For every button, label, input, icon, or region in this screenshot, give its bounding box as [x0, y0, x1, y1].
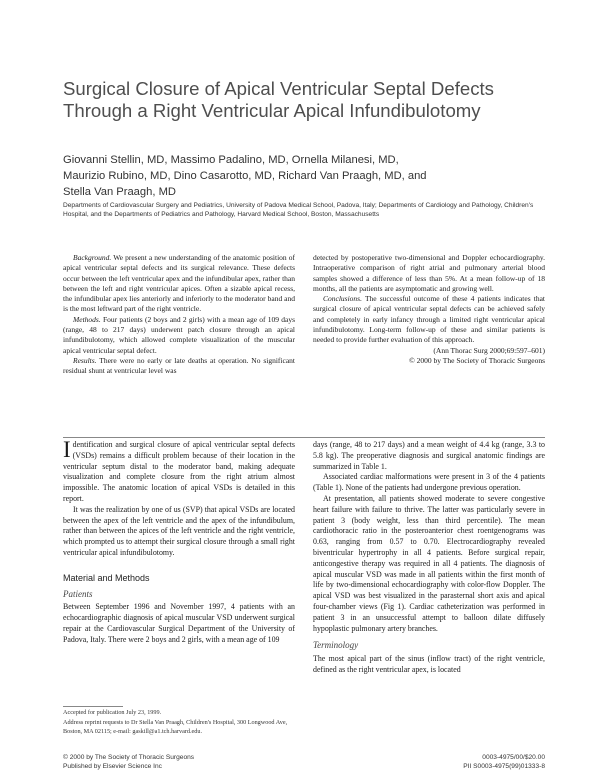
footnote-divider — [63, 706, 123, 707]
abstract-conclusions — [313, 294, 545, 345]
body-left-column — [63, 437, 295, 646]
author-list — [63, 152, 533, 200]
intro-paragraph-2: It was the realization by one of us (SVP) that apical VSDs are located between the apex of the left ventricle and the apex of the infundibulum, rather than between the apices of the left ventricle and the right ventricle, which prompted us to attempt their surgical closure through a small right ventricular apical infundibulotomy. — [63, 504, 295, 557]
subsection-heading-terminology: Terminology — [313, 640, 359, 651]
abstract-divider — [63, 437, 545, 438]
subsection-heading-patients: Patients — [63, 588, 93, 599]
drop-cap: I — [63, 437, 71, 462]
author-line: Giovanni Stellin, MD, Massimo Padalino, MD, Ornella Milanesi, MD, — [63, 154, 399, 166]
abstract-label: Methods. — [73, 314, 101, 324]
journal-citation: (Ann Thorac Surg 2000;69:597–601) — [433, 345, 545, 355]
presentation-paragraph: At presentation, all patients showed moderate to severe congestive heart failure with failure to thrive. The latter was particularly severe in patient 3 (body weight, less than third percentile). The mean cardiothoracic ratio in the posteroanterior chest roentgenograms was 0.63, ranging from 0.57 to 0.70. Electrocardiography revealed biventricular hypertrophy in all 4 patients. Before surgical repair, anticongestive therapy was required in all 4 patients. The diagnosis of apical muscular VSD was made in all patients within the first month of life by two-dimensional echocardiography with color-flow Doppler. The apical VSD was best visualized in the parasternal short axis and apical four-chamber views (Fig 1). Cardiac catheterization was performed in patient 3 in an unsuccessful attempt to balloon dilate diffusely hypoplastic pulmonary artery branches. — [313, 493, 545, 633]
footnote — [63, 709, 295, 738]
page-footer-left — [63, 754, 295, 771]
footer-publisher: Published by Elsevier Science Inc — [63, 762, 162, 770]
paragraph-text: dentification and surgical closure of apical ventricular septal defects (VSDs) remains a difficult problem because of their location in the ventricular septum distal to the moderator band, making adequate visualization and complete closure from the right atrium almost impossible. The anatomic location of apical VSDs is detailed in this report. — [63, 440, 295, 503]
abstract-text: The successful outcome of these 4 patients indicates that surgical closure of apical ventricular septal defects can be achieved safely and completely in early infancy through a limited right ventricular apical infundibulotomy. Long-term follow-up of these and similar patients is needed to provide further evaluation of this approach. — [313, 294, 545, 345]
abstract-results-continued: detected by postoperative two-dimensional and Doppler echocardiography. Intraoperative comparison of right atrial and pulmonary arterial blood samples showed a difference of less than 5%. At a mean follow-up of 18 months, all the patients are asymptomatic and growing well. — [313, 253, 545, 293]
reprint-address: Address reprint requests to Dr Stella Van Praagh, Children's Hospital, 300 Longwood Ave, Boston, MA 02115; e-mail: gaskill@a1.tch.harvard.edu. — [63, 719, 288, 735]
associated-malformations-paragraph: Associated cardiac malformations were present in 3 of the 4 patients (Table 1). None of the patients had undergone previous operation. — [313, 472, 545, 493]
abstract-label: Conclusions. — [323, 294, 362, 304]
footer-pii: PII S0003-4975(99)01333-8 — [463, 762, 545, 770]
abstract-text: We present a new understanding of the anatomic position of apical ventricular septal defects and its surgical relevance. These defects occur between the left ventricular apex and the infundibular apex, rather than between the left and right ventricular apices. Often a sizable apical recess, the infundibular apex lies anteriorly and inferiorly to the moderator band and is the most leftward part of the right ventricle. — [63, 253, 295, 314]
abstract-label: Background. — [73, 253, 112, 262]
terminology-paragraph: The most apical part of the sinus (inflow tract) of the right ventricle, defined as the right ventricular apex, is located — [313, 654, 545, 674]
abstract-results — [63, 356, 295, 377]
page-footer-right — [313, 754, 545, 771]
footer-copyright: © 2000 by The Society of Thoracic Surgeons — [63, 754, 195, 761]
abstract-background — [63, 253, 295, 315]
abstract-text: There were no early or late deaths at operation. No significant residual shunt at ventricular level was — [63, 355, 295, 376]
section-heading-methods: Material and Methods — [63, 572, 150, 583]
article-title: Surgical Closure of Apical Ventricular Septal Defects Through a Right Ventricular Apical Infundibulotomy — [63, 78, 494, 121]
body-right-column — [313, 440, 545, 676]
abstract-text: Four patients (2 boys and 2 girls) with a mean age of 109 days (range, 48 to 217 days) underwent patch closure through an apical infundibulotomy, which allowed complete visualization of the muscular apical ventricular septal defect. — [63, 314, 295, 355]
intro-paragraph — [63, 437, 295, 505]
patients-paragraph: Between September 1996 and November 1997, 4 patients with an echocardiographic diagnosis of apical muscular VSD underwent surgical repair at the Cardiovascular Surgical Department of the University of Padova, Italy. There were 2 boys and 2 girls, with a mean age of 109 — [63, 602, 295, 644]
copyright-line: © 2000 by The Society of Thoracic Surgeons — [409, 355, 545, 365]
accepted-date: Accepted for publication July 23, 1999. — [63, 709, 162, 716]
author-line: Maurizio Rubino, MD, Dino Casarotto, MD, Richard Van Praagh, MD, and — [63, 170, 427, 182]
footer-issn: 0003-4975/00/$20.00 — [482, 754, 545, 761]
abstract-label: Results. — [73, 355, 97, 365]
patients-paragraph-continued: days (range, 48 to 217 days) and a mean weight of 4.4 kg (range, 3.3 to 5.8 kg). The preoperative diagnosis and surgical anatomic findings are summarized in Table 1. — [313, 440, 545, 471]
abstract-right-column — [313, 253, 545, 366]
affiliations: Departments of Cardiovascular Surgery and Pediatrics, University of Padova Medical School, Padova, Italy; Departments of Cardiology and Pathology, Children's Hospital, and the Departments of Pediatrics and Pathology, Harvard Medical School, Boston, Massachusetts — [63, 202, 534, 218]
author-line: Stella Van Praagh, MD — [63, 186, 176, 198]
abstract-left-column — [63, 253, 295, 377]
abstract-methods — [63, 315, 295, 356]
